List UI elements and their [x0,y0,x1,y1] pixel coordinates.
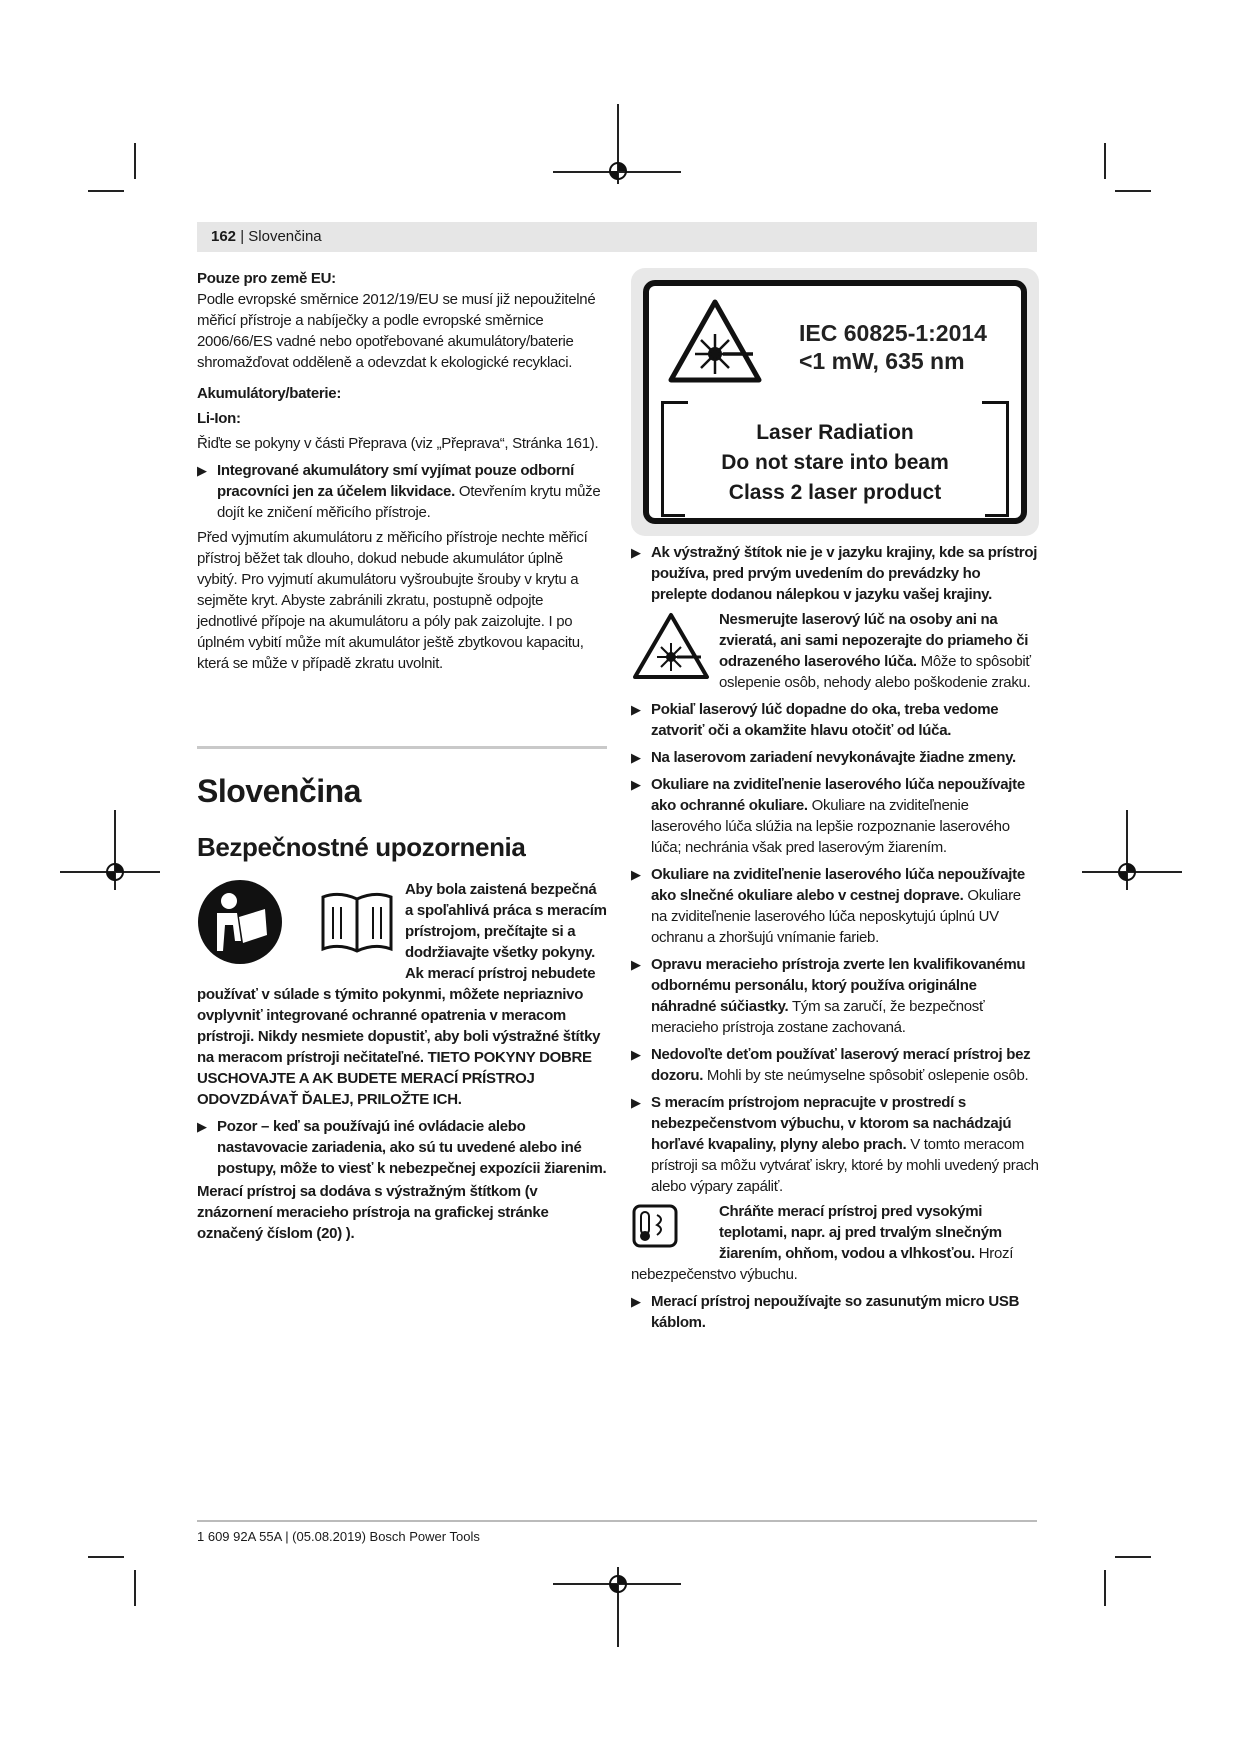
bullet-label-language: ▶ Ak výstražný štítok nie je v jazyku krajiny, kde sa prístroj používa, pred prvým uvedením do prevádzky ho prelepte dodanou nálepkou v jazyku vašej krajiny. [631,544,1038,603]
eu-heading: Pouze pro země EU: [197,270,336,287]
registration-mark-icon [104,861,126,883]
heat-block: Chráňte merací prístroj pred vysokými teplotami, napr. aj pred trvalým slnečným žiarením, ohňom, vodou a vlhkosťou. Hrozí nebezpečenstvo výbuchu. [631,1203,1014,1283]
label-info-text: Merací prístroj sa dodáva s výstražným štítkom (v znázornení meracieho prístroja na grafickej stránke označený číslom (20) ). [197,1183,549,1242]
bullet-children: ▶ Nedovoľte deťom používať laserový merací prístroj bez dozoru. Mohli by ste neúmyselne spôsobiť oslepenie osôb. [631,1046,1031,1084]
section-title: Slovenčina [197,773,361,809]
liion-text: Řiďte se pokyny v části Přeprava (viz „Přeprava“, Stránka 161). [197,435,599,452]
bullet-glasses-sun: ▶ Okuliare na zviditeľnenie laserového lúča nepoužívajte ako slnečné okuliare alebo v cestnej doprave. Okuliare na zviditeľnenie laserového lúča neposkytujú úplnú UV ochranu a zhoršujú vnímanie farieb. [631,866,1025,946]
bullet-usb: ▶ Merací prístroj nepoužívajte so zasunutým micro USB káblom. [631,1293,1020,1331]
label-power: <1 mW, 635 nm [799,348,965,374]
registration-mark-icon [1116,861,1138,883]
page-number: 162 [211,228,237,245]
read-manual-icon [197,879,283,965]
bullet-glasses-protection: ▶ Okuliare na zviditeľnenie laserového lúča nepoužívajte ako ochranné okuliare. Okuliare na zviditeľnenie laserového lúča slúžia na lepšie rozpoznanie laserového lúča; nechránia však pred laserovým žiarením. [631,776,1025,856]
page-header: 162 | Slovenčina [197,222,1037,252]
section-divider [197,746,607,749]
right-column [631,268,1039,1333]
batteries-heading: Akumulátory/baterie: [197,385,342,402]
temperature-warning-icon [631,1203,679,1249]
header-language: Slovenčina [248,228,322,245]
label-standard: IEC 60825-1:2014 [799,320,987,346]
footer-rule [197,1520,1037,1522]
no-aim-block: Nesmerujte laserový lúč na osoby ani na zvieratá, ani sami nepozerajte do priameho či odrazeného laserového lúča. Môže to spôsobiť oslepenie osôb, nehody alebo poškodenie zraku. [631,609,1039,693]
registration-mark-icon [607,160,629,182]
intro-icons [197,879,397,975]
eu-text: Podle evropské směrnice 2012/19/EU se musí již nepoužitelné měřicí přístroje a nabíječky a podle evropské směrnice 2006/66/ES vadné nebo opotřebované akumulátory/baterie shromažďovat odděleně a odevzdat k ekologické recyklaci. [197,291,596,371]
registration-mark-icon [607,1573,629,1595]
liion-heading: Li-Ion: [197,410,241,427]
footer-text: 1 609 92A 55A | (05.08.2019) Bosch Power Tools [197,1529,480,1544]
bullet-repair: ▶ Opravu meracieho prístroja zverte len kvalifikovanému odbornému personálu, ktorý používa originálne náhradné súčiastky. Tým sa zaručí, že bezpečnosť meracieho prístroja zostane zachovaná. [631,956,1026,1036]
section-subtitle: Bezpečnostné upozornenia [197,832,526,862]
laser-warning-label [631,268,1039,536]
removal-text: Před vyjmutím akumulátoru z měřicího přístroje nechte měřicí přístroj běžet tak dlouho, dokud nebude akumulátor úplně vybitý. Pro vyjmutí akumulátoru vyšroubujte šrouby v krytu a sejměte kryt. Abyste zabránili zkratu, postupně odpojte jednotlivé přípoje na akumulátoru a póly pak zaizolujte. I po úplném vybití může mít akumulátor ještě zbytkovou kapacitu, která se může v případě zkratu uvolnit. [197,529,588,672]
laser-warning-icon [667,298,763,384]
intro-text: Aby bola zaistená bezpečná a spoľahlivá práca s meracím prístrojom, prečítajte si a dodržiavajte všetky pokyny. Ak merací prístroj nebudete používať v súlade s týmito pokynmi, môžete nepriaznivo ovplyvniť integrované ochranné opatrenia v meracom prístroji. Nikdy nesmiete dopustiť, aby boli výstražné štítky na meracom prístroji nečitateľné. TIETO POKYNY DOBRE USCHOVAJTE A AK BUDETE MERACÍ PRÍSTROJ ODOVZDÁVAŤ ĎALEJ, PRILOŽTE ICH. [197,881,607,1108]
label-line-3: Class 2 laser product [728,481,942,504]
label-line-2: Do not stare into beam [721,451,949,474]
label-line-1: Laser Radiation [756,421,914,444]
bullet-caution-controls: ▶ Pozor – keď sa používajú iné ovládacie alebo nastavovacie zariadenia, ako sú tu uvedené alebo iné postupy, môže to viesť k nebezpečnej expozícii žiarenim. [197,1118,607,1177]
intro-block [197,879,607,1110]
bullet-integrated-batteries: ▶ Integrované akumulátory smí vyjímat pouze odborní pracovníci jen za účelem likvidace. Otevřením krytu může dojít ke zničení měřicího přístroje. [197,462,601,521]
bullet-close-eyes: ▶ Pokiaľ laserový lúč dopadne do oka, treba vedome zatvoriť oči a okamžite hlavu otočiť od lúča. [631,701,999,739]
bullet-no-modifications: ▶ Na laserovom zariadení nevykonávajte žiadne zmeny. [631,749,1016,766]
manual-book-icon [317,887,397,957]
left-column [197,268,607,1244]
laser-warning-small-icon [631,611,711,681]
bullet-explosive: ▶ S meracím prístrojom nepracujte v prostredí s nebezpečenstvom výbuchu, v ktorom sa nachádzajú horľavé kvapaliny, plyny alebo prach. V tomto meracom prístroji sa môžu vytvárať iskry, ktoré by mohli uvedený prach alebo výpary zapáliť. [631,1094,1039,1195]
